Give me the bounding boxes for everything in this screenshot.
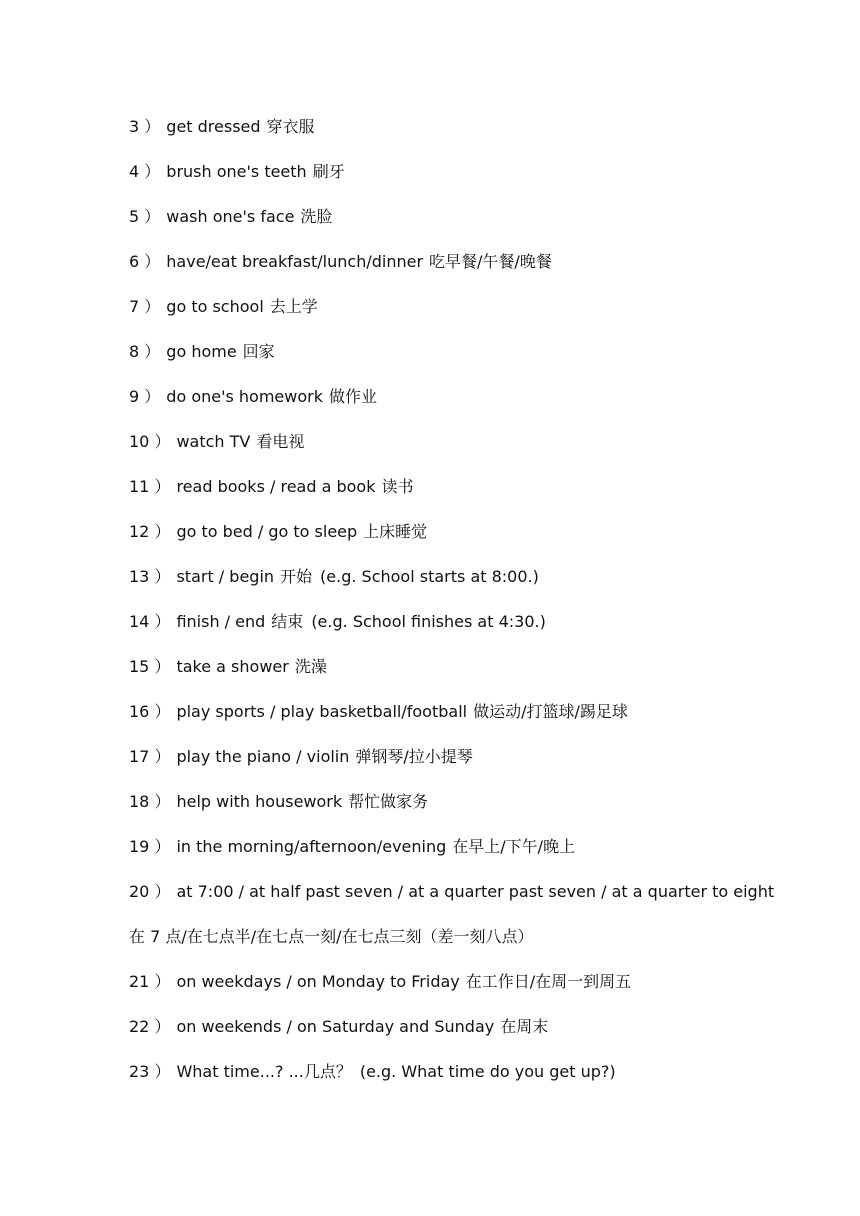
- item-number: 9 ）: [129, 387, 161, 406]
- chinese-translation: 洗脸: [300, 207, 333, 226]
- item-number: 14 ）: [129, 612, 171, 631]
- chinese-translation: 在周末: [500, 1017, 549, 1036]
- list-item: [129, 834, 829, 879]
- english-phrase: play the piano / violin: [176, 747, 350, 766]
- english-phrase: at 7:00 / at half past seven / at a quarter past seven / at a quarter to eight: [176, 882, 775, 901]
- english-phrase: on weekdays / on Monday to Friday: [176, 972, 460, 991]
- item-number: 23 ）: [129, 1062, 171, 1081]
- chinese-translation: 开始: [280, 567, 313, 586]
- item-number: 6 ）: [129, 252, 161, 271]
- list-item: [129, 924, 829, 969]
- item-number: 5 ）: [129, 207, 161, 226]
- translation-line: 在 7 点/在七点半/在七点一刻/在七点三刻（差一刻八点）: [129, 927, 534, 946]
- english-phrase: have/eat breakfast/lunch/dinner: [166, 252, 424, 271]
- chinese-translation: 结束: [271, 612, 304, 631]
- list-item: [129, 609, 829, 654]
- list-item: [129, 1014, 829, 1059]
- list-item: [129, 654, 829, 699]
- english-phrase: do one's homework: [166, 387, 323, 406]
- chinese-translation: 做作业: [328, 387, 377, 406]
- item-number: 7 ）: [129, 297, 161, 316]
- chinese-translation: 吃早餐/午餐/晚餐: [429, 252, 552, 271]
- list-item: [129, 339, 829, 384]
- english-phrase: watch TV: [176, 432, 251, 451]
- chinese-translation: 洗澡: [294, 657, 327, 676]
- list-item: [129, 879, 829, 924]
- english-phrase: brush one's teeth: [166, 162, 307, 181]
- chinese-translation: 读书: [381, 477, 414, 496]
- item-number: 15 ）: [129, 657, 171, 676]
- list-item: [129, 969, 829, 1014]
- list-item: [129, 789, 829, 834]
- item-number: 10 ）: [129, 432, 171, 451]
- list-item: [129, 249, 829, 294]
- english-phrase: start / begin: [176, 567, 275, 586]
- item-number: 18 ）: [129, 792, 171, 811]
- english-phrase: go home: [166, 342, 237, 361]
- english-phrase: get dressed: [166, 117, 261, 136]
- chinese-translation: 上床睡觉: [363, 522, 428, 541]
- chinese-translation: 弹钢琴/拉小提琴: [355, 747, 473, 766]
- item-number: 3 ）: [129, 117, 161, 136]
- item-number: 22 ）: [129, 1017, 171, 1036]
- english-phrase: wash one's face: [166, 207, 295, 226]
- item-number: 21 ）: [129, 972, 171, 991]
- english-phrase: read books / read a book: [176, 477, 376, 496]
- chinese-translation: 在工作日/在周一到周五: [465, 972, 632, 991]
- english-phrase: go to bed / go to sleep: [176, 522, 358, 541]
- chinese-translation: 刷牙: [312, 162, 345, 181]
- list-item: [129, 744, 829, 789]
- item-number: 17 ）: [129, 747, 171, 766]
- list-item: [129, 384, 829, 429]
- list-item: [129, 114, 829, 159]
- english-phrase: What time...? ...几点？: [176, 1062, 352, 1081]
- english-phrase: play sports / play basketball/football: [176, 702, 468, 721]
- chinese-translation: 穿衣服: [266, 117, 315, 136]
- item-number: 4 ）: [129, 162, 161, 181]
- list-item: [129, 429, 829, 474]
- item-number: 16 ）: [129, 702, 171, 721]
- item-number: 13 ）: [129, 567, 171, 586]
- list-item: [129, 1059, 829, 1104]
- item-number: 11 ）: [129, 477, 171, 496]
- list-item: [129, 204, 829, 249]
- example-sentence: (e.g. School starts at 8:00.): [320, 567, 539, 586]
- example-sentence: (e.g. What time do you get up?): [359, 1062, 616, 1081]
- list-item: [129, 519, 829, 564]
- list-item: [129, 159, 829, 204]
- english-phrase: in the morning/afternoon/evening: [176, 837, 447, 856]
- english-phrase: help with housework: [176, 792, 343, 811]
- vocabulary-list: [129, 114, 829, 1104]
- chinese-translation: 回家: [242, 342, 275, 361]
- chinese-translation: 去上学: [269, 297, 318, 316]
- chinese-translation: 在早上/下午/晚上: [452, 837, 576, 856]
- item-number: 12 ）: [129, 522, 171, 541]
- list-item: [129, 474, 829, 519]
- list-item: [129, 699, 829, 744]
- list-item: [129, 564, 829, 609]
- chinese-translation: 帮忙做家务: [348, 792, 429, 811]
- item-number: 20 ）: [129, 882, 171, 901]
- item-number: 19 ）: [129, 837, 171, 856]
- chinese-translation: 看电视: [256, 432, 305, 451]
- chinese-translation: 做运动/打篮球/踢足球: [473, 702, 628, 721]
- english-phrase: take a shower: [176, 657, 289, 676]
- example-sentence: (e.g. School finishes at 4:30.): [311, 612, 546, 631]
- item-number: 8 ）: [129, 342, 161, 361]
- english-phrase: finish / end: [176, 612, 266, 631]
- english-phrase: go to school: [166, 297, 264, 316]
- list-item: [129, 294, 829, 339]
- english-phrase: on weekends / on Saturday and Sunday: [176, 1017, 495, 1036]
